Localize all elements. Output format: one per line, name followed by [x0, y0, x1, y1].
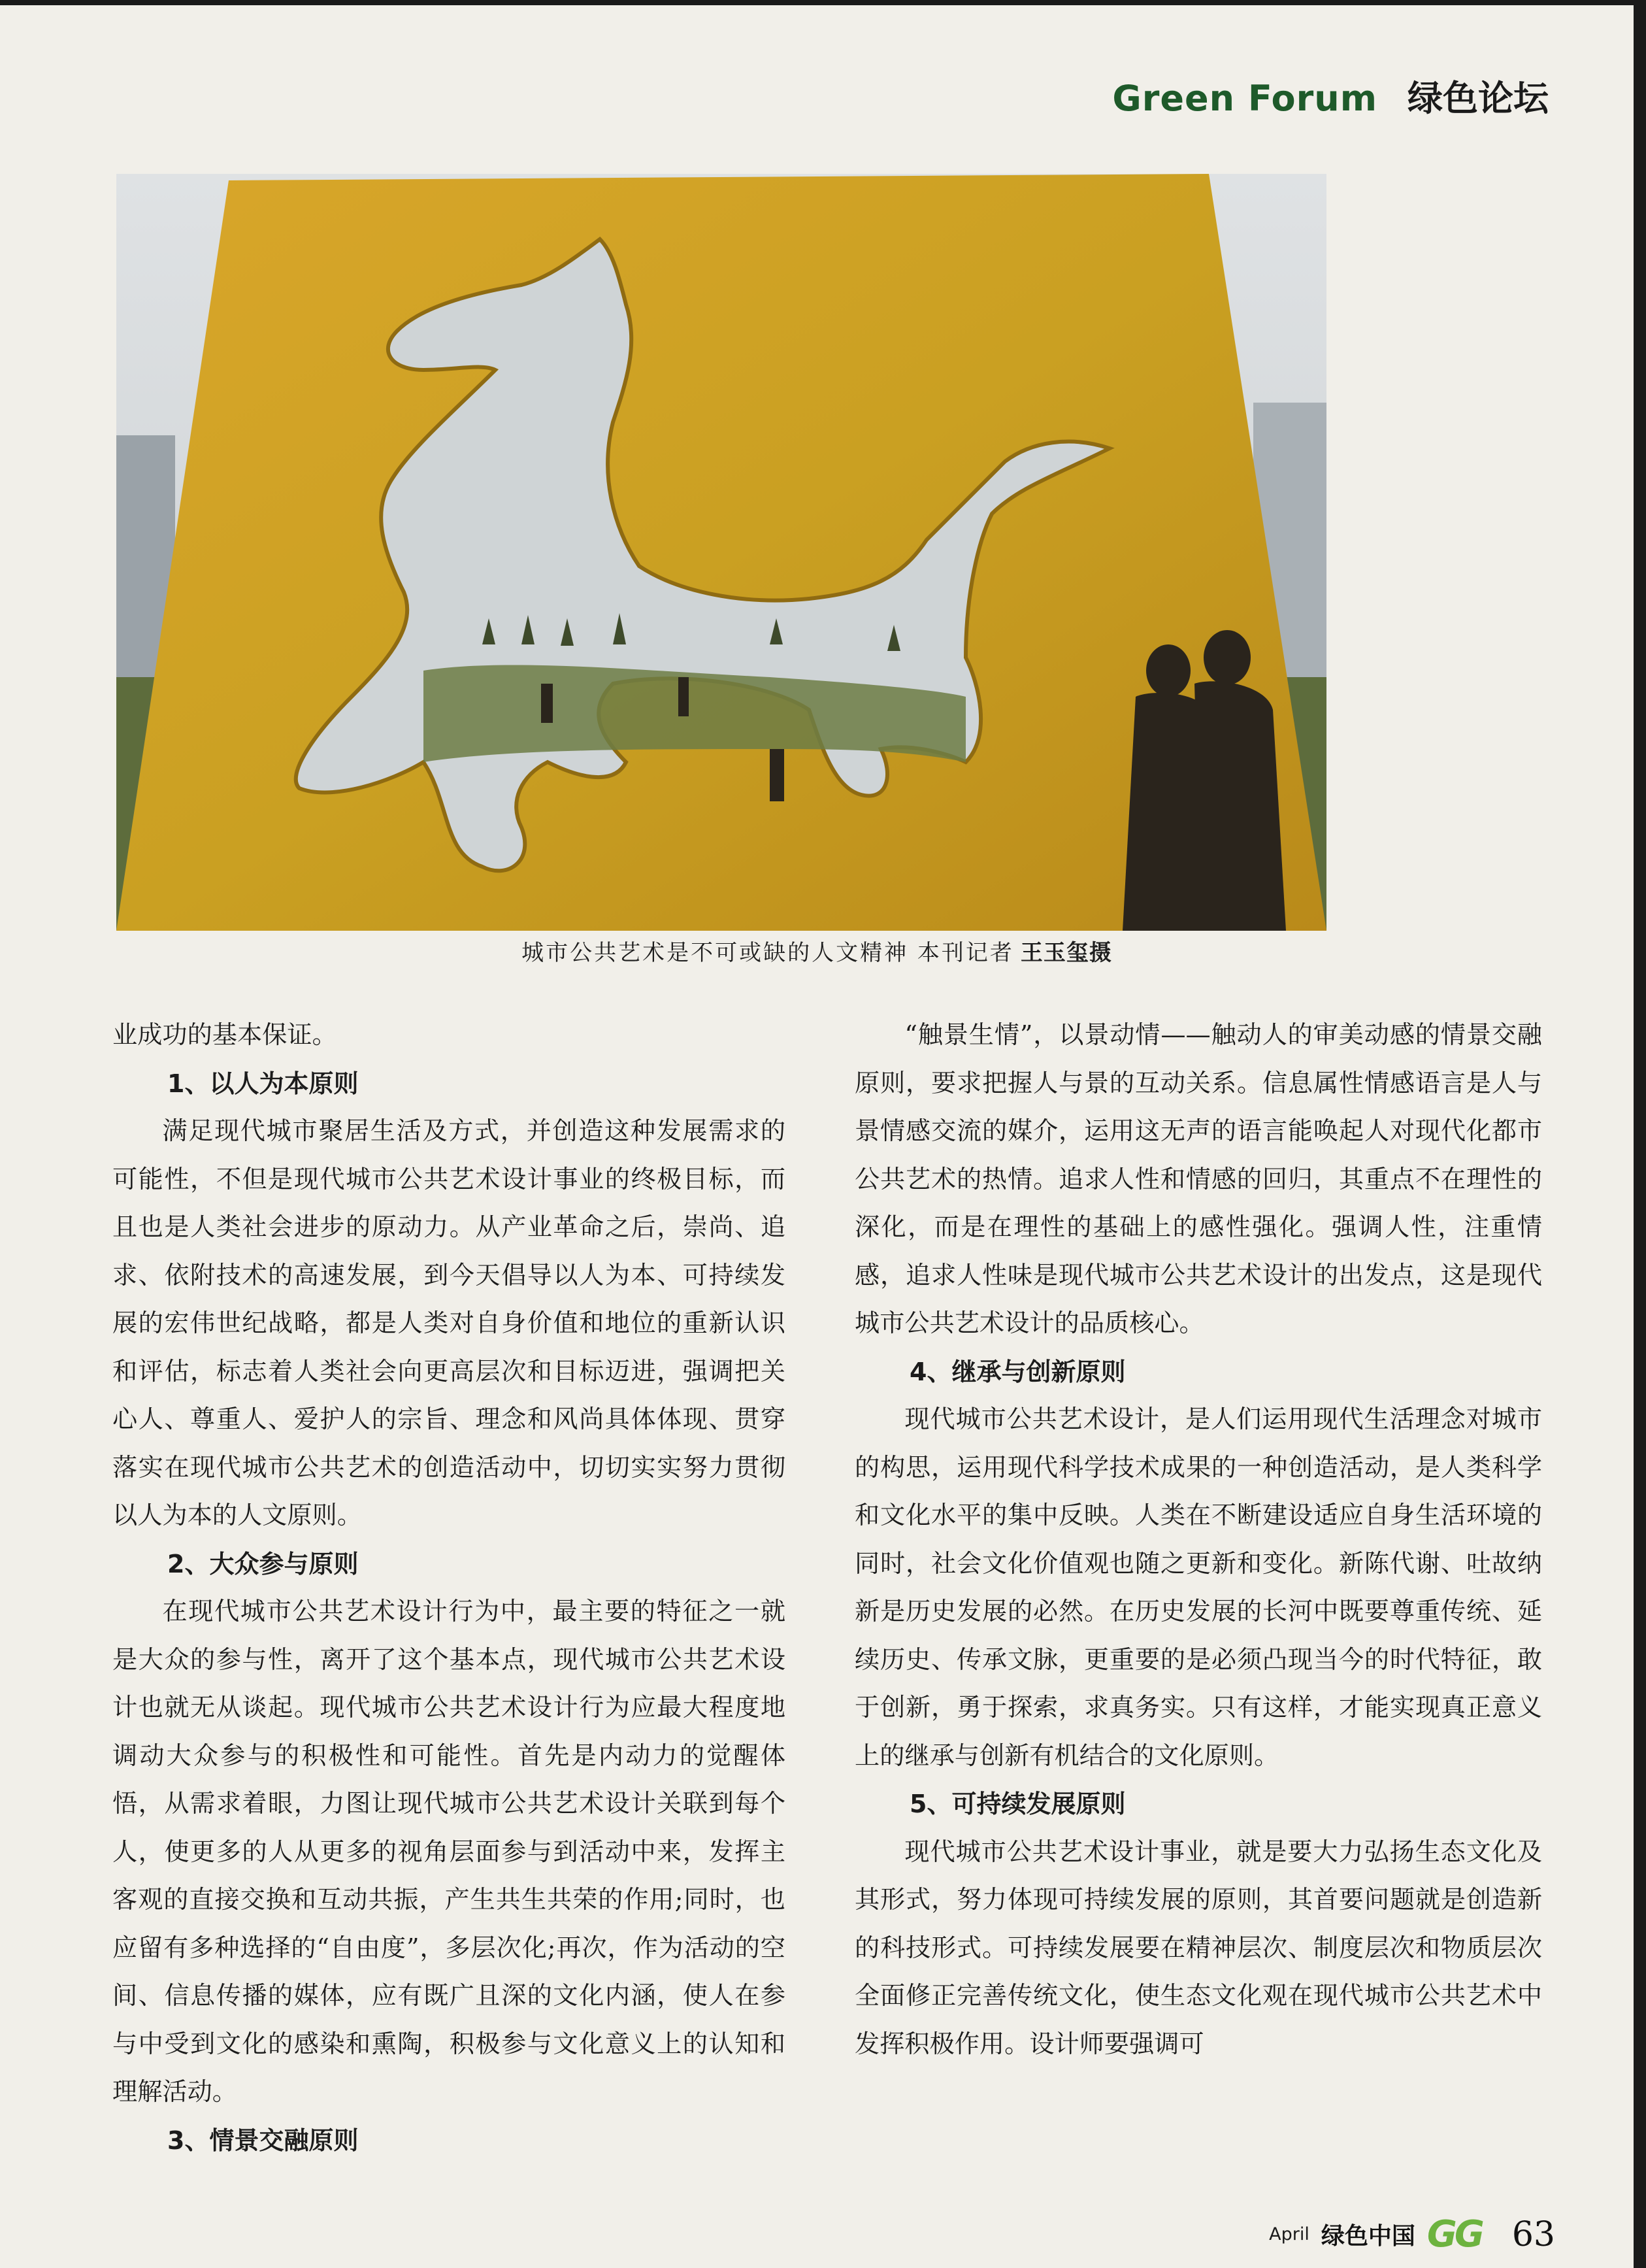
- paragraph: 在现代城市公共艺术设计行为中，最主要的特征之一就是大众的参与性，离开了这个基本点，现代城市公共艺术设计也就无从谈起。现代城市公共艺术设计行为应最大程度地调动大众参与的积极性和可能性。首先是内动力的觉醒体悟，从需求着眼，力图让现代城市公共艺术设计关联到每个人，使更多的人从更多的视角层面参与到活动中来，发挥主客观的直接交换和互动共振，产生共生共荣的作用;同时，也应留有多种选择的“自由度”，多层次化;再次，作为活动的空间、信息传播的媒体，应有既广且深的文化内涵，使人在参与中受到文化的感染和熏陶，积极参与文化意义上的认知和理解活动。: [112, 1597, 785, 2107]
- footer-magazine-name: 绿色中国: [1321, 2223, 1415, 2250]
- photo-caption: [0, 935, 1634, 967]
- caption-text: 城市公共艺术是不可或缺的人文精神 本刊记者: [521, 940, 1014, 966]
- magazine-page: [0, 5, 1634, 2268]
- magazine-logo: GG: [1426, 2213, 1482, 2256]
- left-column: [112, 1012, 785, 2165]
- horse-sculpture-illustration: [116, 174, 1326, 931]
- section-heading: 4、继承与创新原则: [910, 1357, 1126, 1386]
- sculpture-photo: [116, 174, 1326, 931]
- section-heading: 5、可持续发展原则: [910, 1790, 1126, 1818]
- section-heading: 2、大众参与原则: [167, 1549, 359, 1578]
- paragraph: 现代城市公共艺术设计，是人们运用现代生活理念对城市的构思，运用现代科学技术成果的一种创造活动，是人类科学和文化水平的集中反映。人类在不断建设适应自身生活环境的同时，社会文化价值观也随之更新和变化。新陈代谢、吐故纳新是历史发展的必然。在历史发展的长河中既要尊重传统、延续历史、传承文脉，更重要的是必须凸现当今的时代特征，敢于创新，勇于探索，求真务实。只有这样，才能实现真正意义上的继承与创新有机结合的文化原则。: [855, 1405, 1542, 1771]
- paragraph: “触景生情”，以景动情——触动人的审美动感的情景交融原则，要求把握人与景的互动关系。信息属性情感语言是人与景情感交流的媒介，运用这无声的语言能唤起人对现代化都市公共艺术的热情。追求人性和情感的回归，其重点不在理性的深化，而是在理性的基础上的感性强化。强调人性，注重情感，追求人性味是现代城市公共艺术设计的出发点，这是现代城市公共艺术设计的品质核心。: [855, 1021, 1542, 1338]
- section-title-chinese: 绿色论坛: [1407, 78, 1549, 119]
- section-heading: 3、情景交融原则: [167, 2126, 359, 2155]
- section-header: [1112, 71, 1549, 121]
- paragraph: 业成功的基本保证。: [112, 1021, 337, 1050]
- right-column: [855, 1012, 1542, 2069]
- paragraph: 现代城市公共艺术设计事业，就是要大力弘扬生态文化及其形式，努力体现可持续发展的原则，其首要问题就是创造新的科技形式。可持续发展要在精神层次、制度层次和物质层次全面修正完善传统文化，使生态文化观在现代城市公共艺术中发挥积极作用。设计师要强调可: [855, 1837, 1542, 2059]
- section-title-english: Green Forum: [1112, 78, 1377, 119]
- page-number: 63: [1511, 2214, 1555, 2254]
- paragraph: 满足现代城市聚居生活及方式，并创造这种发展需求的可能性，不但是现代城市公共艺术设计事业的终极目标，而且也是人类社会进步的原动力。从产业革命之后，崇尚、追求、依附技术的高速发展，到今天倡导以人为本、可持续发展的宏伟世纪战略，都是人类对自身价值和地位的重新认识和评估，标志着人类社会向更高层次和目标迈进，强调把关心人、尊重人、爱护人的宗旨、理念和风尚具体体现、贯穿落实在现代城市公共艺术的创造活动中，切切实实努力贯彻以人为本的人文原则。: [112, 1117, 785, 1530]
- footer-month: April: [1269, 2224, 1309, 2244]
- section-heading: 1、以人为本原则: [167, 1069, 359, 1098]
- page-footer: [1269, 2213, 1555, 2256]
- caption-author: 王玉玺摄: [1020, 940, 1112, 966]
